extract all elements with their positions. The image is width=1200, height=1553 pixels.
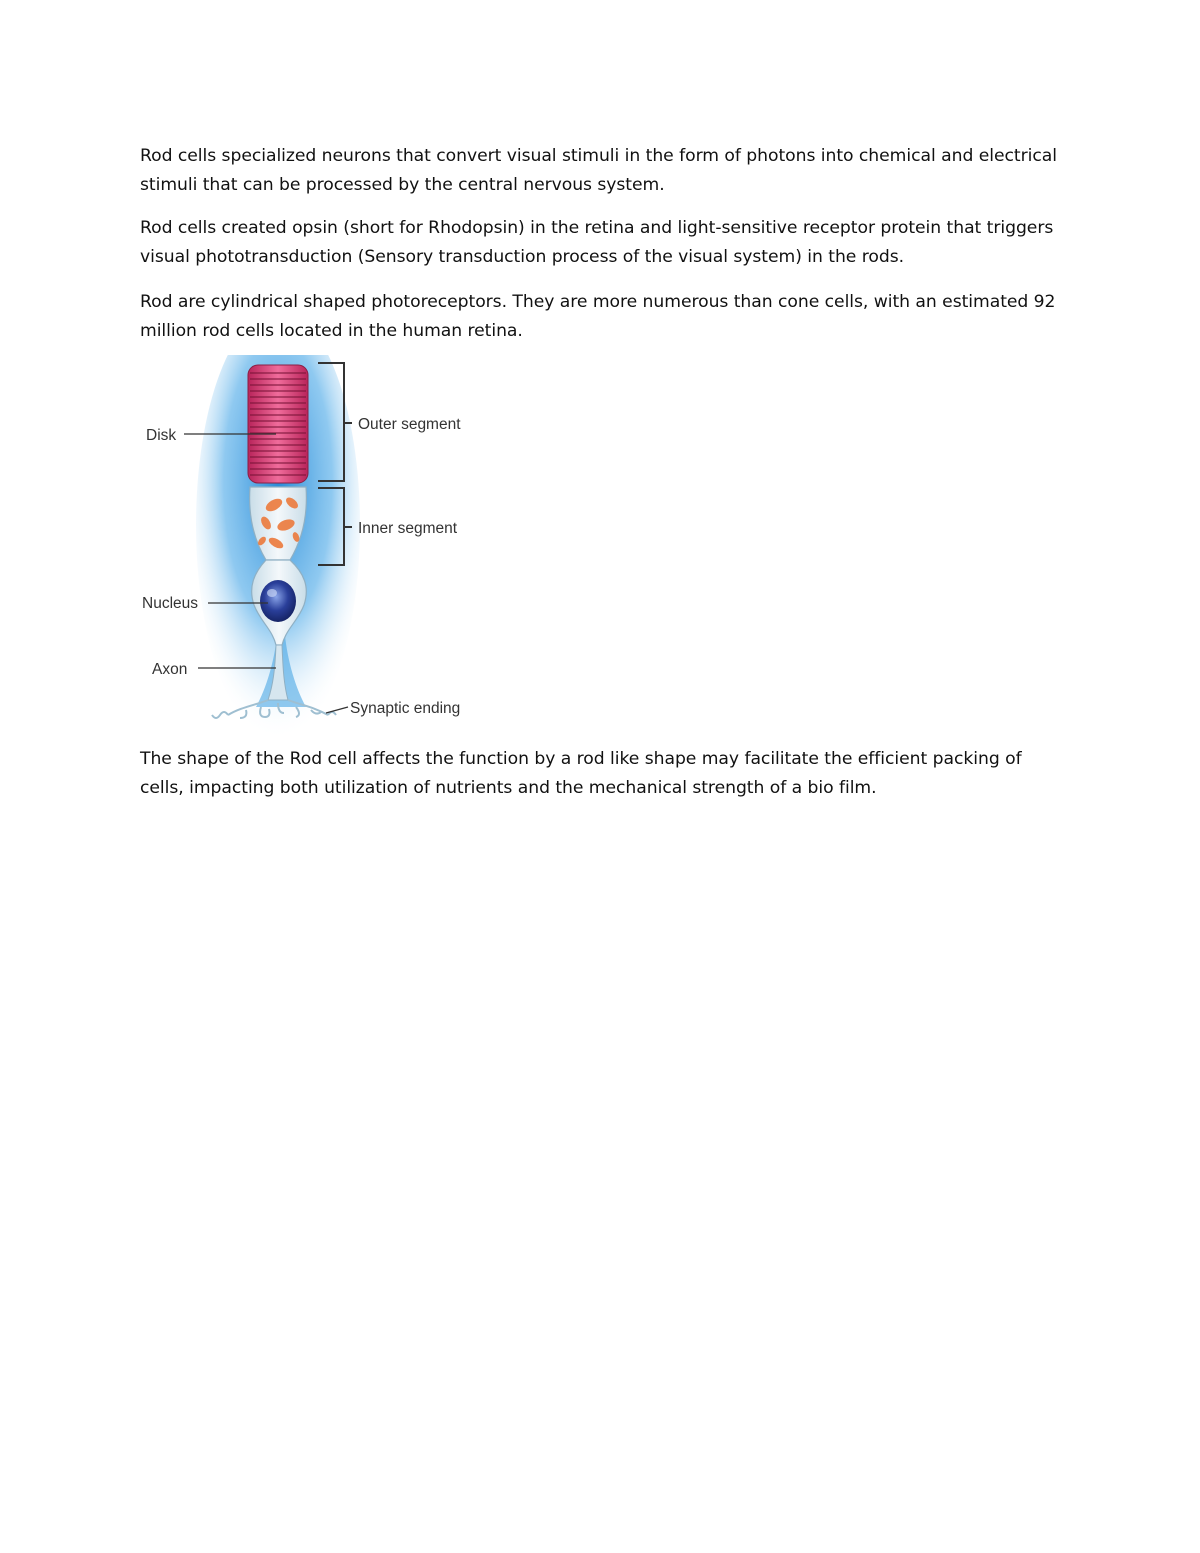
paragraph-rod-cells-neurons: Rod cells specialized neurons that convert visual stimuli in the form of photons into chemical and electrical stimuli that can be processed by the central nervous system.	[140, 146, 1057, 195]
paragraph-opsin: Rod cells created opsin (short for Rhodopsin) in the retina and light-sensitive receptor protein that triggers visual phototransduction (Sensory transduction process of the visual system) in the rods.	[140, 218, 1054, 267]
paragraph-shape-function: The shape of the Rod cell affects the function by a rod like shape may facilitate the efficient packing of cells, impacting both utilization of nutrients and the mechanical strength of a bio film.	[140, 749, 1022, 798]
label-disk: Disk	[146, 427, 177, 444]
label-nucleus: Nucleus	[142, 595, 198, 612]
nucleus-shape	[260, 580, 296, 622]
paragraph-cylindrical-shape: Rod are cylindrical shaped photoreceptors. They are more numerous than cone cells, with an estimated 92 million rod cells located in the human retina.	[140, 292, 1056, 341]
rod-cell-diagram	[136, 355, 496, 735]
label-synaptic-ending: Synaptic ending	[350, 700, 461, 717]
label-outer-segment: Outer segment	[358, 416, 461, 433]
label-axon: Axon	[152, 661, 188, 678]
label-inner-segment: Inner segment	[358, 520, 458, 537]
outer-segment	[248, 365, 308, 483]
synaptic-ending-leader	[326, 707, 348, 713]
